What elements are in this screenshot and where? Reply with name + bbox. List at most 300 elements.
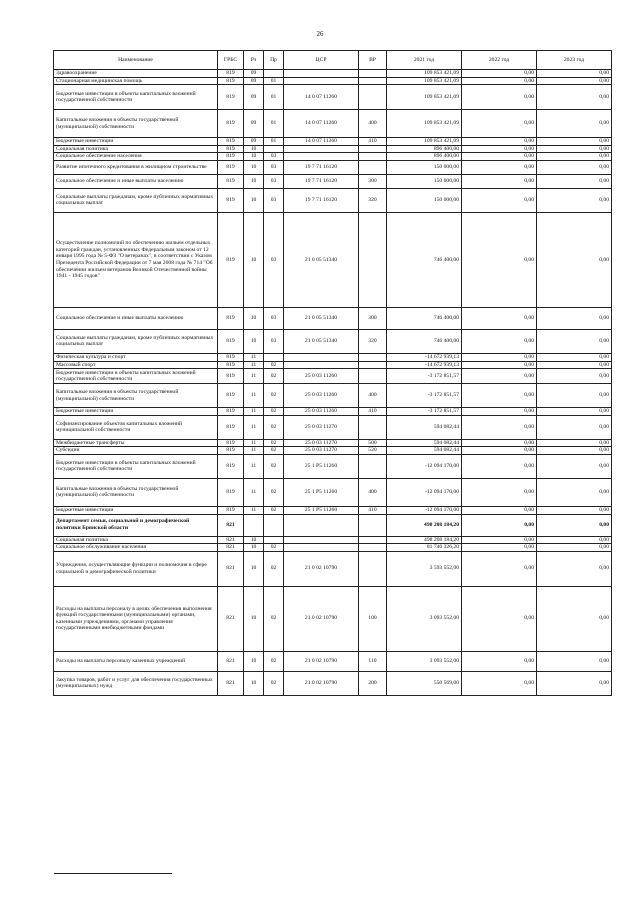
row-rz: 11 xyxy=(244,361,264,369)
row-pr xyxy=(264,353,284,361)
row-grbs: 819 xyxy=(218,85,244,110)
row-name: Социальные выплаты гражданам, кроме публичных нормативных социальных выплат xyxy=(54,329,218,353)
row-pr: 02 xyxy=(264,506,284,514)
row-2022: 0,00 xyxy=(462,70,537,78)
row-grbs: 819 xyxy=(218,212,244,307)
row-2021: 896 400,00 xyxy=(387,153,462,161)
row-2021: -14 672 939,13 xyxy=(387,353,462,361)
row-pr: 03 xyxy=(264,329,284,353)
row-2023: 0,00 xyxy=(537,361,612,369)
row-2022: 0,00 xyxy=(462,160,537,174)
row-pr: 02 xyxy=(264,551,284,586)
row-grbs: 819 xyxy=(218,415,244,439)
row-name: Здравоохранение xyxy=(54,70,218,78)
row-2022: 0,00 xyxy=(462,551,537,586)
row-vr xyxy=(359,369,387,384)
row-vr: 400 xyxy=(359,384,387,408)
row-grbs: 819 xyxy=(218,145,244,153)
row-rz: 10 xyxy=(244,671,264,695)
table-row xyxy=(54,514,612,536)
row-name: Социальное обеспечение и иные выплаты населению xyxy=(54,307,218,329)
row-2023: 0,00 xyxy=(537,671,612,695)
row-2022: 0,00 xyxy=(462,77,537,85)
row-2023: 0,00 xyxy=(537,145,612,153)
row-pr: 02 xyxy=(264,384,284,408)
header-csr: ЦСР xyxy=(284,51,359,70)
row-rz: 10 xyxy=(244,544,264,552)
row-csr: 19 7 71 16120 xyxy=(284,188,359,212)
row-vr: 410 xyxy=(359,408,387,416)
row-2021: 896 400,00 xyxy=(387,145,462,153)
row-2023: 0,00 xyxy=(537,307,612,329)
row-vr xyxy=(359,77,387,85)
row-vr xyxy=(359,212,387,307)
row-grbs: 819 xyxy=(218,506,244,514)
row-2021: 594 082,44 xyxy=(387,439,462,447)
row-2021: 3 593 552,00 xyxy=(387,551,462,586)
row-rz: 10 xyxy=(244,536,264,544)
row-name: Социальное обслуживание населения xyxy=(54,544,218,552)
row-csr xyxy=(284,145,359,153)
row-rz: 09 xyxy=(244,85,264,110)
row-2023: 0,00 xyxy=(537,447,612,455)
row-name: Департамент семьи, социальной и демографической политики Брянской области xyxy=(54,514,218,536)
row-vr xyxy=(359,70,387,78)
row-name: Социальные выплаты гражданам, кроме публичных нормативных социальных выплат xyxy=(54,188,218,212)
table-row xyxy=(54,329,612,353)
row-pr: 01 xyxy=(264,77,284,85)
row-csr: 25 0 03 11270 xyxy=(284,439,359,447)
row-2022: 0,00 xyxy=(462,514,537,536)
table-row xyxy=(54,353,612,361)
row-vr xyxy=(359,536,387,544)
row-rz: 10 xyxy=(244,307,264,329)
table-row xyxy=(54,153,612,161)
row-csr: 25 0 03 11260 xyxy=(284,384,359,408)
row-2023: 0,00 xyxy=(537,160,612,174)
row-2023: 0,00 xyxy=(537,110,612,138)
row-grbs: 821 xyxy=(218,586,244,651)
row-name: Учреждения, осуществляющие функции и полномочия в сфере социальной и демографической политики xyxy=(54,551,218,586)
row-name: Социальная политика xyxy=(54,145,218,153)
table-row xyxy=(54,369,612,384)
row-csr: 14 0 07 11260 xyxy=(284,110,359,138)
row-2021: 109 853 421,09 xyxy=(387,110,462,138)
row-grbs: 819 xyxy=(218,70,244,78)
row-pr: 03 xyxy=(264,212,284,307)
row-pr: 03 xyxy=(264,153,284,161)
row-csr xyxy=(284,514,359,536)
row-vr xyxy=(359,415,387,439)
row-name: Бюджетные инвестиции xyxy=(54,408,218,416)
header-rz: Рз xyxy=(244,51,264,70)
row-pr: 02 xyxy=(264,586,284,651)
page-number: 26 xyxy=(316,30,324,38)
row-grbs: 819 xyxy=(218,478,244,506)
row-2023: 0,00 xyxy=(537,174,612,188)
row-2023: 0,00 xyxy=(537,514,612,536)
table-row xyxy=(54,586,612,651)
row-2021: 594 082,44 xyxy=(387,447,462,455)
row-csr: 21 0 02 10790 xyxy=(284,551,359,586)
row-pr: 02 xyxy=(264,361,284,369)
row-2022: 0,00 xyxy=(462,408,537,416)
row-2022: 0,00 xyxy=(462,671,537,695)
row-vr xyxy=(359,514,387,536)
row-csr: 14 0 07 11260 xyxy=(284,138,359,146)
header-vr: ВР xyxy=(359,51,387,70)
row-grbs: 821 xyxy=(218,536,244,544)
table-row xyxy=(54,671,612,695)
row-2021: -14 672 939,13 xyxy=(387,361,462,369)
table-row xyxy=(54,188,612,212)
row-2022: 0,00 xyxy=(462,454,537,478)
row-2021: -3 172 851,57 xyxy=(387,384,462,408)
row-csr: 21 0 05 51340 xyxy=(284,329,359,353)
row-grbs: 821 xyxy=(218,551,244,586)
row-2021: 746 400,00 xyxy=(387,329,462,353)
row-2021: 150 000,00 xyxy=(387,188,462,212)
row-name: Расходы на выплаты персоналу в целях обеспечения выполнения функций государственными (муниципальными) органами, казенными учреждениями, органами управления государственными внебюджетными фондами xyxy=(54,586,218,651)
row-pr: 03 xyxy=(264,188,284,212)
row-2021: 109 853 421,09 xyxy=(387,70,462,78)
table-row xyxy=(54,506,612,514)
row-csr: 25 0 03 11260 xyxy=(284,369,359,384)
row-name: Физическая культура и спорт xyxy=(54,353,218,361)
row-2021: 498 208 184,20 xyxy=(387,536,462,544)
row-pr xyxy=(264,536,284,544)
row-2022: 0,00 xyxy=(462,506,537,514)
row-rz: 09 xyxy=(244,70,264,78)
row-csr: 21 0 02 10790 xyxy=(284,671,359,695)
row-2022: 0,00 xyxy=(462,536,537,544)
row-2023: 0,00 xyxy=(537,329,612,353)
row-vr: 520 xyxy=(359,447,387,455)
table-row xyxy=(54,651,612,671)
row-grbs: 819 xyxy=(218,160,244,174)
row-pr: 02 xyxy=(264,671,284,695)
row-rz: 11 xyxy=(244,384,264,408)
row-rz: 10 xyxy=(244,174,264,188)
row-csr xyxy=(284,77,359,85)
header-pr: Пр xyxy=(264,51,284,70)
row-csr xyxy=(284,153,359,161)
row-csr: 19 7 71 16120 xyxy=(284,174,359,188)
row-2021: 594 082,44 xyxy=(387,415,462,439)
row-rz: 10 xyxy=(244,153,264,161)
row-grbs: 819 xyxy=(218,329,244,353)
row-name: Капитальные вложения в объекты государственной (муниципальной) собственности xyxy=(54,384,218,408)
row-csr: 25 0 03 11270 xyxy=(284,447,359,455)
row-csr: 21 0 05 51340 xyxy=(284,307,359,329)
row-2023: 0,00 xyxy=(537,77,612,85)
row-2022: 0,00 xyxy=(462,415,537,439)
row-csr: 25 1 P5 11260 xyxy=(284,454,359,478)
row-vr xyxy=(359,353,387,361)
row-pr xyxy=(264,514,284,536)
row-2023: 0,00 xyxy=(537,544,612,552)
row-rz: 11 xyxy=(244,369,264,384)
row-name: Социальная политика xyxy=(54,536,218,544)
row-name: Социальное обеспечение населения xyxy=(54,153,218,161)
row-pr xyxy=(264,70,284,78)
row-pr: 02 xyxy=(264,651,284,671)
row-grbs: 819 xyxy=(218,110,244,138)
row-2022: 0,00 xyxy=(462,153,537,161)
row-rz: 11 xyxy=(244,353,264,361)
row-2022: 0,00 xyxy=(462,651,537,671)
table-row xyxy=(54,212,612,307)
row-rz: 10 xyxy=(244,212,264,307)
row-vr: 300 xyxy=(359,307,387,329)
row-pr: 01 xyxy=(264,110,284,138)
row-csr: 14 0 07 11260 xyxy=(284,85,359,110)
row-2022: 0,00 xyxy=(462,447,537,455)
row-rz: 11 xyxy=(244,408,264,416)
table-row xyxy=(54,415,612,439)
row-csr: 25 0 03 11270 xyxy=(284,415,359,439)
continuation-rule xyxy=(54,873,172,874)
row-2022: 0,00 xyxy=(462,85,537,110)
row-grbs: 819 xyxy=(218,447,244,455)
row-vr xyxy=(359,153,387,161)
row-rz: 11 xyxy=(244,447,264,455)
row-2022: 0,00 xyxy=(462,212,537,307)
row-vr: 320 xyxy=(359,329,387,353)
row-grbs: 821 xyxy=(218,671,244,695)
row-rz: 09 xyxy=(244,110,264,138)
row-name: Капитальные вложения в объекты государственной (муниципальной) собственности xyxy=(54,110,218,138)
row-rz: 09 xyxy=(244,77,264,85)
table-row xyxy=(54,551,612,586)
row-name: Бюджетные инвестиции xyxy=(54,506,218,514)
row-vr: 500 xyxy=(359,439,387,447)
row-2023: 0,00 xyxy=(537,188,612,212)
table-row xyxy=(54,384,612,408)
row-grbs: 819 xyxy=(218,408,244,416)
row-2021: 746 400,00 xyxy=(387,212,462,307)
row-pr: 02 xyxy=(264,478,284,506)
row-vr xyxy=(359,361,387,369)
table-row xyxy=(54,160,612,174)
row-vr: 110 xyxy=(359,651,387,671)
row-name: Капитальные вложения в объекты государственной (муниципальной) собственности xyxy=(54,478,218,506)
row-2023: 0,00 xyxy=(537,439,612,447)
row-2022: 0,00 xyxy=(462,329,537,353)
row-grbs: 821 xyxy=(218,544,244,552)
row-vr xyxy=(359,454,387,478)
row-name: Социальное обеспечение и иные выплаты населению xyxy=(54,174,218,188)
row-2021: 498 208 184,20 xyxy=(387,514,462,536)
row-2021: 109 853 421,09 xyxy=(387,85,462,110)
row-2022: 0,00 xyxy=(462,369,537,384)
row-rz xyxy=(244,514,264,536)
row-vr: 320 xyxy=(359,188,387,212)
row-2023: 0,00 xyxy=(537,138,612,146)
table-row xyxy=(54,439,612,447)
row-name: Бюджетные инвестиции в объекты капитальных вложений государственной собственности xyxy=(54,369,218,384)
row-2022: 0,00 xyxy=(462,478,537,506)
table-body xyxy=(54,70,612,696)
row-pr: 03 xyxy=(264,160,284,174)
row-2023: 0,00 xyxy=(537,212,612,307)
row-csr: 21 0 05 51340 xyxy=(284,212,359,307)
row-pr: 02 xyxy=(264,447,284,455)
row-2023: 0,00 xyxy=(537,506,612,514)
row-csr xyxy=(284,361,359,369)
row-csr: 21 0 02 10790 xyxy=(284,586,359,651)
row-csr: 25 1 P5 11260 xyxy=(284,478,359,506)
row-pr: 01 xyxy=(264,85,284,110)
row-2022: 0,00 xyxy=(462,174,537,188)
row-2023: 0,00 xyxy=(537,651,612,671)
row-2022: 0,00 xyxy=(462,307,537,329)
row-name: Массовый спорт xyxy=(54,361,218,369)
row-grbs: 819 xyxy=(218,188,244,212)
row-name: Межбюджетные трансферты xyxy=(54,439,218,447)
row-grbs: 819 xyxy=(218,77,244,85)
row-csr: 19 7 71 16120 xyxy=(284,160,359,174)
row-2022: 0,00 xyxy=(462,188,537,212)
row-2022: 0,00 xyxy=(462,544,537,552)
row-vr: 300 xyxy=(359,174,387,188)
row-2022: 0,00 xyxy=(462,586,537,651)
row-vr xyxy=(359,145,387,153)
row-rz: 10 xyxy=(244,160,264,174)
header-name: Наименование xyxy=(54,51,218,70)
row-2021: 3 093 552,00 xyxy=(387,586,462,651)
row-2022: 0,00 xyxy=(462,110,537,138)
header-grbs: ГРБС xyxy=(218,51,244,70)
row-2021: -12 094 170,00 xyxy=(387,454,462,478)
table-row xyxy=(54,447,612,455)
row-csr: 25 0 03 11260 xyxy=(284,408,359,416)
table-row xyxy=(54,536,612,544)
row-rz: 10 xyxy=(244,188,264,212)
table-row xyxy=(54,77,612,85)
row-2023: 0,00 xyxy=(537,536,612,544)
row-2021: 150 000,00 xyxy=(387,160,462,174)
table-row xyxy=(54,138,612,146)
row-csr xyxy=(284,536,359,544)
header-2023: 2023 год xyxy=(537,51,612,70)
row-rz: 11 xyxy=(244,415,264,439)
row-2021: 109 853 421,09 xyxy=(387,138,462,146)
row-grbs: 819 xyxy=(218,369,244,384)
table-row xyxy=(54,408,612,416)
row-name: Развитие ипотечного кредитования в жилищном строительстве xyxy=(54,160,218,174)
row-name: Закупка товаров, работ и услуг для обеспечения государственных (муниципальных) нужд xyxy=(54,671,218,695)
row-2023: 0,00 xyxy=(537,408,612,416)
row-2023: 0,00 xyxy=(537,353,612,361)
row-2023: 0,00 xyxy=(537,551,612,586)
row-2023: 0,00 xyxy=(537,384,612,408)
row-2021: -3 172 851,57 xyxy=(387,408,462,416)
row-name: Бюджетные инвестиции в объекты капитальных вложений государственной собственности xyxy=(54,454,218,478)
row-grbs: 819 xyxy=(218,153,244,161)
row-pr: 02 xyxy=(264,544,284,552)
row-2023: 0,00 xyxy=(537,369,612,384)
row-2023: 0,00 xyxy=(537,478,612,506)
row-vr: 400 xyxy=(359,478,387,506)
row-2023: 0,00 xyxy=(537,153,612,161)
row-2021: -12 094 170,00 xyxy=(387,478,462,506)
row-pr: 02 xyxy=(264,439,284,447)
table-row xyxy=(54,478,612,506)
row-pr: 02 xyxy=(264,408,284,416)
row-name: Стационарная медицинская помощь xyxy=(54,77,218,85)
row-rz: 10 xyxy=(244,651,264,671)
row-2021: 550 569,00 xyxy=(387,671,462,695)
row-2021: -3 172 851,57 xyxy=(387,369,462,384)
row-pr: 03 xyxy=(264,174,284,188)
table-row xyxy=(54,85,612,110)
row-grbs: 819 xyxy=(218,454,244,478)
row-pr: 02 xyxy=(264,454,284,478)
row-name: Расходы на выплаты персоналу казенных учреждений xyxy=(54,651,218,671)
table-header-row xyxy=(54,51,612,70)
row-2022: 0,00 xyxy=(462,353,537,361)
row-2023: 0,00 xyxy=(537,85,612,110)
row-2023: 0,00 xyxy=(537,586,612,651)
row-2021: 3 093 552,00 xyxy=(387,651,462,671)
table-row xyxy=(54,70,612,78)
row-vr: 410 xyxy=(359,506,387,514)
row-vr xyxy=(359,544,387,552)
row-grbs: 821 xyxy=(218,514,244,536)
row-rz: 11 xyxy=(244,439,264,447)
header-2022: 2022 год xyxy=(462,51,537,70)
row-2021: 81 746 326,20 xyxy=(387,544,462,552)
table-row xyxy=(54,145,612,153)
row-rz: 11 xyxy=(244,478,264,506)
row-2021: 746 400,00 xyxy=(387,307,462,329)
row-2021: -12 094 170,00 xyxy=(387,506,462,514)
row-rz: 11 xyxy=(244,506,264,514)
row-csr xyxy=(284,353,359,361)
row-rz: 10 xyxy=(244,329,264,353)
row-vr: 400 xyxy=(359,110,387,138)
row-pr xyxy=(264,145,284,153)
row-csr xyxy=(284,544,359,552)
row-name: Софинансирование объектов капитальных вложений муниципальной собственности xyxy=(54,415,218,439)
row-grbs: 819 xyxy=(218,174,244,188)
row-pr: 03 xyxy=(264,307,284,329)
row-2023: 0,00 xyxy=(537,70,612,78)
table-row xyxy=(54,307,612,329)
row-pr: 02 xyxy=(264,369,284,384)
table-row xyxy=(54,361,612,369)
row-2022: 0,00 xyxy=(462,361,537,369)
row-vr xyxy=(359,160,387,174)
row-vr: 200 xyxy=(359,671,387,695)
row-vr xyxy=(359,85,387,110)
row-grbs: 819 xyxy=(218,307,244,329)
row-2022: 0,00 xyxy=(462,439,537,447)
table-row xyxy=(54,174,612,188)
row-grbs: 821 xyxy=(218,651,244,671)
budget-table xyxy=(53,50,612,696)
row-csr: 21 0 02 10790 xyxy=(284,651,359,671)
row-name: Осуществление полномочий по обеспечению жильем отдельных категорий граждан, установленных Федеральным законом от 12 января 1995 года № 5-ФЗ "О ветеранах", в соответствии с Указом Президента Российской Федерации от 7 мая 2008 года № 714 "Об обеспечении жильем ветеранов Великой Отечественной войны 1941 - 1945 годов" xyxy=(54,212,218,307)
row-2021: 150 000,00 xyxy=(387,174,462,188)
row-rz: 10 xyxy=(244,586,264,651)
row-name: Бюджетные инвестиции в объекты капитальных вложений государственной собственности xyxy=(54,85,218,110)
row-csr: 25 1 P5 11260 xyxy=(284,506,359,514)
table-row xyxy=(54,110,612,138)
row-vr: 100 xyxy=(359,586,387,651)
table-row xyxy=(54,544,612,552)
